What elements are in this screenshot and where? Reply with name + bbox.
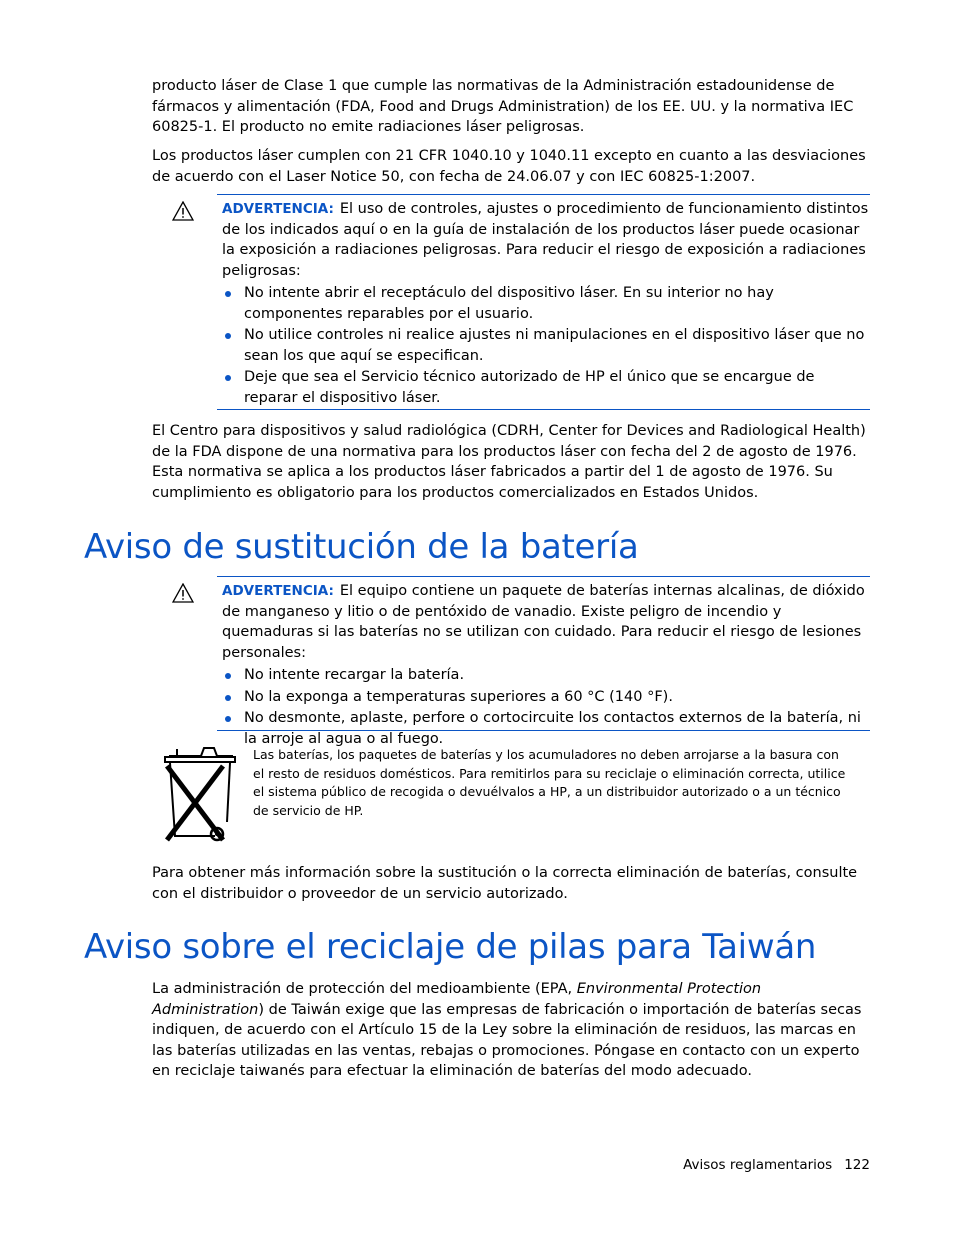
page-footer [683,1157,870,1173]
crossed-out-bin-icon [157,744,239,844]
bullet-icon [225,695,231,701]
list-item: No intente recargar la batería. [222,665,870,686]
warning-box-laser [217,194,870,410]
list-item: No utilice controles ni realice ajustes ni manipulaciones en el dispositivo láser que no sean los que aquí se especifican. [222,325,870,366]
recycle-note: Las baterías, los paquetes de baterías y los acumuladores no deben arrojarse a la basura con el resto de residuos domésticos. Para remitirlos para su reciclaje o eliminación correcta, utilice el sistema público de recogida o devuélvalos a HP, a un distribuidor autorizado o a un técnico de servicio de HP. [253,747,846,818]
list-item: Deje que sea el Servicio técnico autorizado de HP el único que se encargue de reparar el dispositivo láser. [222,367,870,408]
warning-list [217,283,870,408]
warning-text: ADVERTENCIA: El equipo contiene un paquete de baterías internas alcalinas, de dióxido de manganeso y litio o de pentóxido de vanadio. Existe peligro de incendio y quemaduras si las baterías no se utilizan con cuidado. Para reducir el riesgo de lesiones personales: [222,583,865,661]
paragraph-cfr-compliance: Los productos láser cumplen con 21 CFR 1040.10 y 1040.11 excepto en cuanto a las desviaciones de acuerdo con el Laser Notice 50, con fecha de 24.06.07 y con IEC 60825-1:2007. [152,148,866,185]
warning-box-battery [217,576,870,747]
list-item: No intente abrir el receptáculo del dispositivo láser. En su interior no hay componentes reparables por el usuario. [222,283,870,324]
warning-label: ADVERTENCIA: [222,583,334,599]
paragraph-laser-class: producto láser de Clase 1 que cumple las normativas de la Administración estadounidense de fármacos y alimentación (FDA, Food and Drugs Administration) de los EE. UU. y la normativa IEC 60825-1. El producto no emite radiaciones láser peligrosas. [152,78,854,135]
heading-taiwan-recycling: Aviso sobre el reciclaje de pilas para Taiwán [84,927,817,967]
footer-section: Avisos reglamentarios [683,1157,833,1173]
bullet-icon [225,716,231,722]
bullet-icon [225,291,231,297]
paragraph-cdrh: El Centro para dispositivos y salud radiológica (CDRH, Center for Devices and Radiological Health) de la FDA dispone de una normativa para los productos láser con fecha del 2 de agosto de 1976. Esta normativa se aplica a los productos láser fabricados a partir del 1 de agosto de 1976. Su cumplimiento es obligatorio para los productos comercializados en Estados Unidos. [152,423,866,501]
list-item: No desmonte, aplaste, perfore o cortocircuite los contactos externos de la batería, ni la arroje al agua o al fuego. [222,708,870,749]
bullet-icon [225,333,231,339]
list-item: No la exponga a temperaturas superiores a 60 °C (140 °F). [222,687,870,708]
paragraph-more-info: Para obtener más información sobre la sustitución o la correcta eliminación de baterías, consulte con el distribuidor o proveedor de un servicio autorizado. [152,865,858,902]
page-number: 122 [844,1157,870,1173]
bullet-icon [225,375,231,381]
paragraph-taiwan-epa: La administración de protección del medioambiente (EPA, Environmental Protection Administration) de Taiwán exige que las empresas de fabricación o importación de baterías secas indiquen, de acuerdo con el Artículo 15 de la Ley sobre la eliminación de residuos, las marcas en las baterías utilizadas en las ventas, rebajas o promociones. Póngase en contacto con un experto en reciclaje taiwanés para efectuar la eliminación de baterías del modo adecuado. [152,981,862,1079]
warning-list [217,665,870,749]
warning-label: ADVERTENCIA: [222,201,334,217]
warning-triangle-icon [172,201,194,221]
bullet-icon [225,673,231,679]
warning-triangle-icon [172,583,194,603]
heading-battery-replacement: Aviso de sustitución de la batería [84,527,639,567]
warning-text: ADVERTENCIA: El uso de controles, ajustes o procedimiento de funcionamiento distintos de los indicados aquí o en la guía de instalación de los productos láser puede ocasionar la exposición a radiaciones peligrosas. Para reducir el riesgo de exposición a radiaciones peligrosas: [222,201,869,279]
